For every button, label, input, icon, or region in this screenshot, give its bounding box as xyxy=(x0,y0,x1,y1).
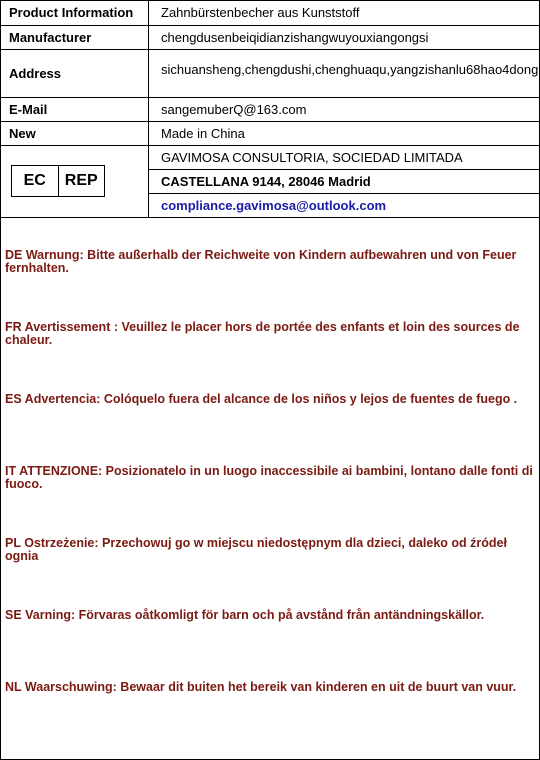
row-new xyxy=(1,121,539,145)
warning-es: ES Advertencia: Colóquelo fuera del alcance de los niños y lejos de fuentes de fuego . xyxy=(5,392,518,406)
ec-rep-right: REP xyxy=(58,166,105,196)
ec-rep-left: EC xyxy=(23,172,46,189)
warning-se: SE Varning: Förvaras oåtkomligt för barn och på avstånd från antändningskällor. xyxy=(5,608,485,622)
ec-rep-cell xyxy=(1,145,149,217)
warning-de: DE Warnung: Bitte außerhalb der Reichweite von Kindern aufbewahren und von Feuer fernhalten. xyxy=(5,248,517,275)
row-manufacturer xyxy=(1,25,539,49)
ec-rep-symbol xyxy=(11,165,105,197)
label-email: E-Mail xyxy=(1,97,149,121)
row-product-information xyxy=(1,1,539,25)
label-product-information: Product Information xyxy=(1,1,149,25)
row-ec-rep-company xyxy=(1,145,539,169)
label-address: Address xyxy=(1,49,149,97)
product-info-table xyxy=(1,1,539,218)
ec-rep-address: CASTELLANA 9144, 28046 Madrid xyxy=(149,169,540,193)
value-address: sichuansheng,chengdushi,chenghuaqu,yangzishanlu68hao4dong xyxy=(149,49,540,97)
ec-rep-email-link[interactable]: compliance.gavimosa@outlook.com xyxy=(161,197,387,213)
ec-rep-company: GAVIMOSA CONSULTORIA, SOCIEDAD LIMITADA xyxy=(149,145,540,169)
warning-fr: FR Avertissement : Veuillez le placer hors de portée des enfants et loin des sources de chaleur. xyxy=(5,320,520,347)
row-address xyxy=(1,49,539,97)
value-manufacturer: chengdusenbeiqidianzishangwuyouxiangongsi xyxy=(149,25,540,49)
warning-nl: NL Waarschuwing: Bewaar dit buiten het bereik van kinderen en uit de buurt van vuur. xyxy=(5,680,517,694)
value-new: Made in China xyxy=(149,121,540,145)
label-new: New xyxy=(1,121,149,145)
label-manufacturer: Manufacturer xyxy=(1,25,149,49)
row-email xyxy=(1,97,539,121)
ec-rep-email xyxy=(149,193,540,217)
warning-it: IT ATTENZIONE: Posizionatelo in un luogo inaccessibile ai bambini, lontano dalle fonti di fuoco. xyxy=(5,464,533,491)
warning-pl: PL Ostrzeżenie: Przechowuj go w miejscu niedostępnym dla dzieci, daleko od źródeł ognia xyxy=(5,536,507,563)
value-email: sangemuberQ@163.com xyxy=(149,97,540,121)
value-product-information: Zahnbürstenbecher aus Kunststoff xyxy=(149,1,540,25)
